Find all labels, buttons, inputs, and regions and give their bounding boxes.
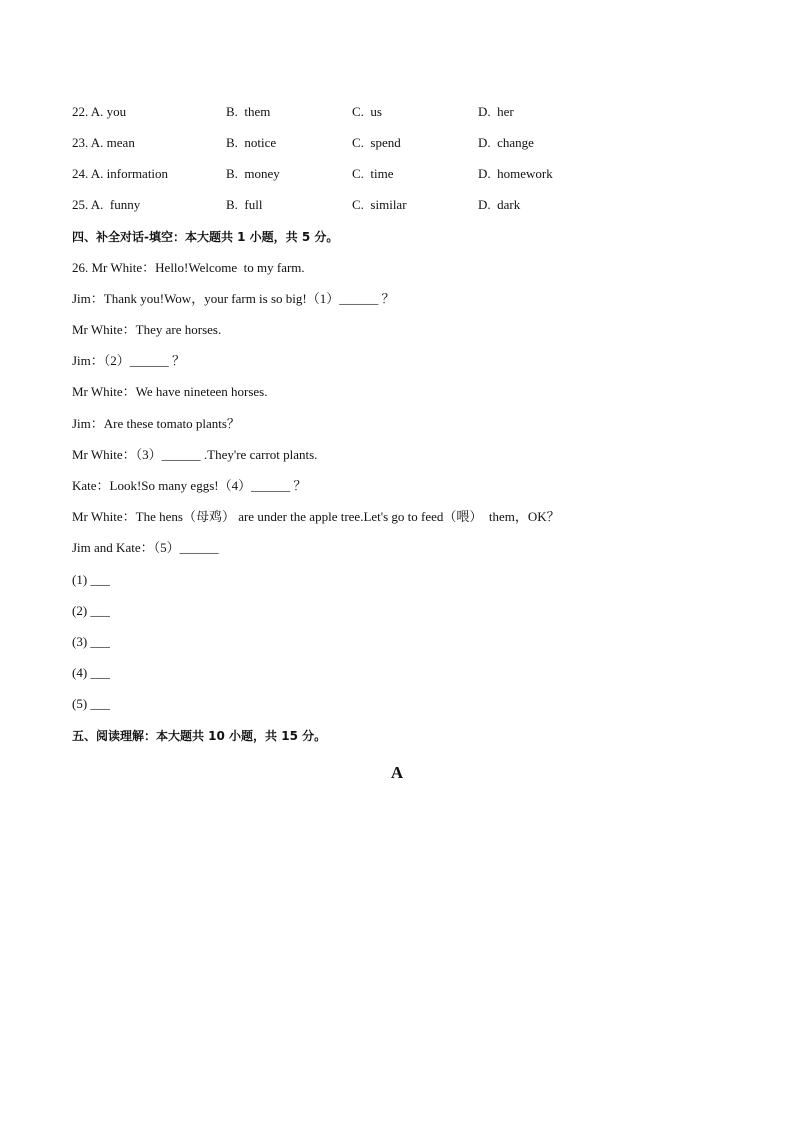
- choice-option-b: B. them: [226, 104, 271, 119]
- answer-blank-5[interactable]: (5) ___: [72, 696, 110, 711]
- choice-option-c: C. us: [352, 104, 382, 119]
- choice-row-22: [72, 102, 722, 122]
- choice-option-a: 23. A. mean: [72, 135, 135, 150]
- choice-option-c: C. spend: [352, 135, 401, 150]
- choice-option-d: D. her: [478, 104, 514, 119]
- dialogue-line: Kate：Look!So many eggs!（4）______ ？: [72, 478, 307, 493]
- choice-option-b: B. full: [226, 197, 263, 212]
- choice-option-a: 22. A. you: [72, 104, 127, 119]
- choice-row-23: [72, 133, 722, 153]
- choice-option-a: 25. A. funny: [72, 197, 141, 212]
- choice-option-d: D. homework: [478, 166, 553, 181]
- section-heading-dialogue: 四、补全对话-填空：本大题共 1 小题，共 5 分。: [72, 230, 339, 244]
- choice-option-d: D. change: [478, 135, 534, 150]
- choice-row-24: [72, 164, 722, 184]
- choice-option-b: B. money: [226, 166, 280, 181]
- choice-option-d: D. dark: [478, 197, 521, 212]
- dialogue-line: Jim：Are these tomato plants？: [72, 416, 240, 431]
- choice-option-b: B. notice: [226, 135, 277, 150]
- dialogue-line: Jim and Kate：（5）______: [72, 540, 219, 555]
- dialogue-line: Mr White：（3）______ .They're carrot plants.: [72, 447, 318, 462]
- answer-blank-4[interactable]: (4) ___: [72, 665, 110, 680]
- passage-label: A: [390, 763, 404, 782]
- dialogue-line: Mr White：The hens（母鸡） are under the apple tree.Let's go to feed（喂） them，OK？: [72, 509, 560, 524]
- dialogue-line: Jim：Thank you!Wow，your farm is so big!（1）______ ？: [72, 291, 395, 306]
- choice-option-a: 24. A. information: [72, 166, 169, 181]
- answer-blank-1[interactable]: (1) ___: [72, 572, 110, 587]
- choice-option-c: C. time: [352, 166, 394, 181]
- dialogue-line: Jim：（2）______ ？: [72, 353, 186, 368]
- dialogue-line: Mr White：We have nineteen horses.: [72, 384, 268, 399]
- answer-blank-2[interactable]: (2) ___: [72, 603, 110, 618]
- dialogue-line: Mr White：They are horses.: [72, 322, 222, 337]
- dialogue-line: 26. Mr White：Hello!Welcome to my farm.: [72, 260, 305, 275]
- choice-row-25: [72, 195, 722, 215]
- section-heading-reading: 五、阅读理解：本大题共 10 小题，共 15 分。: [72, 729, 327, 743]
- answer-blank-3[interactable]: (3) ___: [72, 634, 110, 649]
- choice-option-c: C. similar: [352, 197, 407, 212]
